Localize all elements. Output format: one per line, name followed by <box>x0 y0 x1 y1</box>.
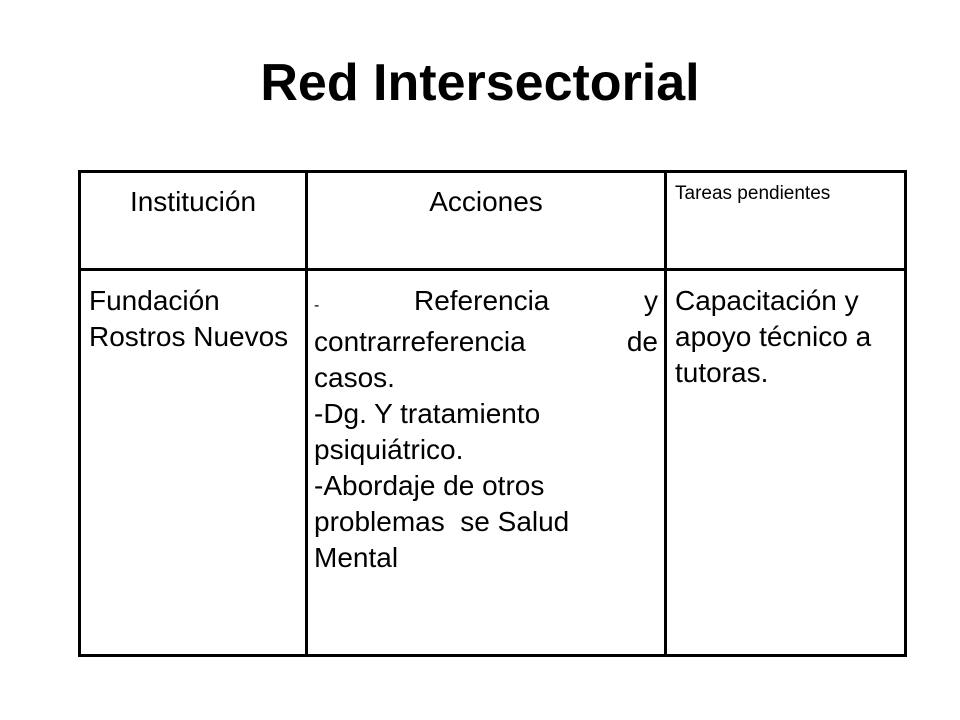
header-acciones: Acciones <box>307 172 666 270</box>
action-line-1 <box>314 283 658 324</box>
action-line-5: psiquiátrico. <box>314 434 464 465</box>
action-line-1-text: Referencia y <box>413 285 659 316</box>
action-line-6: -Abordaje de otros <box>314 470 545 501</box>
action-dash: - <box>314 297 320 314</box>
action-line-7: problemas se Salud <box>314 506 570 537</box>
cell-institucion: Fundación Rostros Nuevos <box>80 270 307 656</box>
action-line-3: casos. <box>314 362 395 393</box>
intersectorial-table <box>78 170 907 657</box>
action-line-8: Mental <box>314 542 399 573</box>
table-header-row <box>80 172 906 270</box>
slide-title: Red Intersectorial <box>260 54 700 112</box>
intersectorial-table-container <box>78 170 907 657</box>
cell-acciones <box>307 270 666 656</box>
action-line-2: contrarreferencia de <box>314 326 658 357</box>
table-row <box>80 270 906 656</box>
cell-tareas-pendientes: Capacitación y apoyo técnico a tutoras. <box>666 270 906 656</box>
action-line-4: -Dg. Y tratamiento <box>314 398 541 429</box>
header-tareas-pendientes: Tareas pendientes <box>666 172 906 270</box>
header-institucion: Institución <box>80 172 307 270</box>
